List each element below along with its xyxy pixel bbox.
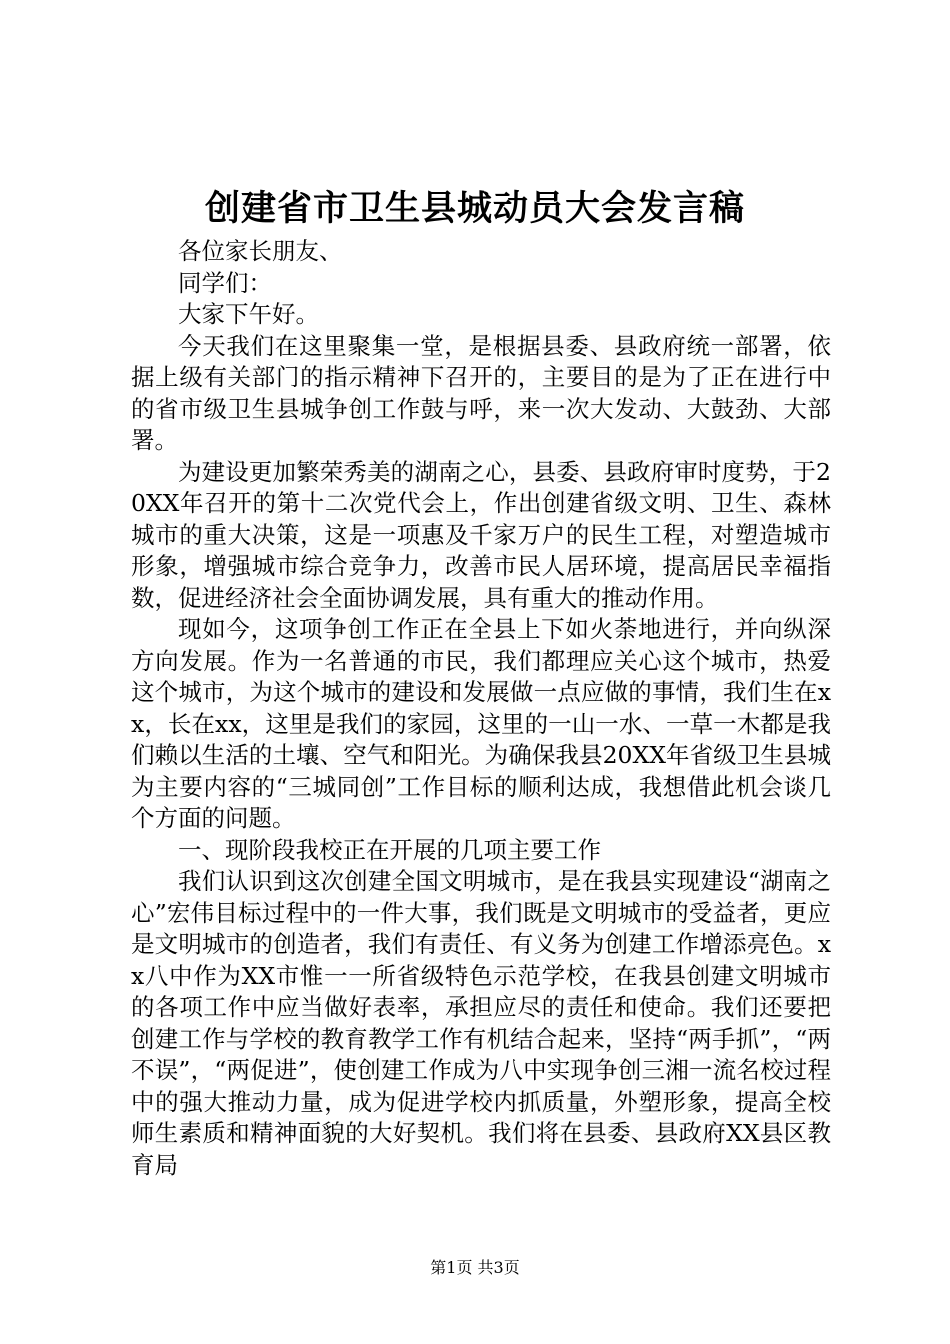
- salutation-students: 同学们：: [178, 268, 272, 297]
- body-paragraph: 为建设更加繁荣秀美的湖南之心，县委、县政府审时度势，于20XX年召开的第十二次党代会上，作出创建省级文明、卫生、森林城市的重大决策，这是一项惠及千家万户的民生工程，对塑造城市形象，增强城市综合竞争力，改善市民人居环境，提高居民幸福指数，促进经济社会全面协调发展，具有重大的推动作用。: [131, 457, 831, 612]
- body-paragraph: 今天我们在这里聚集一堂，是根据县委、县政府统一部署，依据上级有关部门的指示精神下召开的，主要目的是为了正在进行中的省市级卫生县城争创工作鼓与呼，来一次大发动、大鼓劲、大部署。: [131, 331, 831, 454]
- page-number-footer: 第1页 共3页: [430, 1258, 520, 1277]
- section-heading: 一、现阶段我校正在开展的几项主要工作: [178, 835, 601, 864]
- body-paragraph: 现如今，这项争创工作正在全县上下如火荼地进行，并向纵深方向发展。作为一名普通的市民，我们都理应关心这个城市，热爱这个城市，为这个城市的建设和发展做一点应做的事情，我们生在xx，长在xx，这里是我们的家园，这里的一山一水、一草一木都是我们赖以生活的土壤、空气和阳光。为确保我县20XX年省级卫生县城为主要内容的“三城同创”工作目标的顺利达成，我想借此机会谈几个方面的问题。: [131, 615, 831, 832]
- salutation-parents: 各位家长朋友、: [178, 237, 343, 265]
- document-body: [131, 236, 831, 1181]
- document-title: 创建省市卫生县城动员大会发言稿: [204, 188, 745, 229]
- greeting: 大家下午好。: [178, 300, 319, 328]
- body-paragraph: 我们认识到这次创建全国文明城市，是在我县实现建设“湖南之心”宏伟目标过程中的一件大事，我们既是文明城市的受益者，更应是文明城市的创造者，我们有责任、有义务为创建工作增添亮色。xx八中作为XX市惟一一所省级特色示范学校，在我县创建文明城市的各项工作中应当做好表率，承担应尽的责任和使命。我们还要把创建工作与学校的教育教学工作有机结合起来，坚持“两手抓”，“两不误”，“两促进”，使创建工作成为八中实现争创三湘一流名校过程中的强大推动力量，成为促进学校内抓质量，外塑形象，提高全校师生素质和精神面貌的大好契机。我们将在县委、县政府XX县区教育局: [131, 867, 831, 1179]
